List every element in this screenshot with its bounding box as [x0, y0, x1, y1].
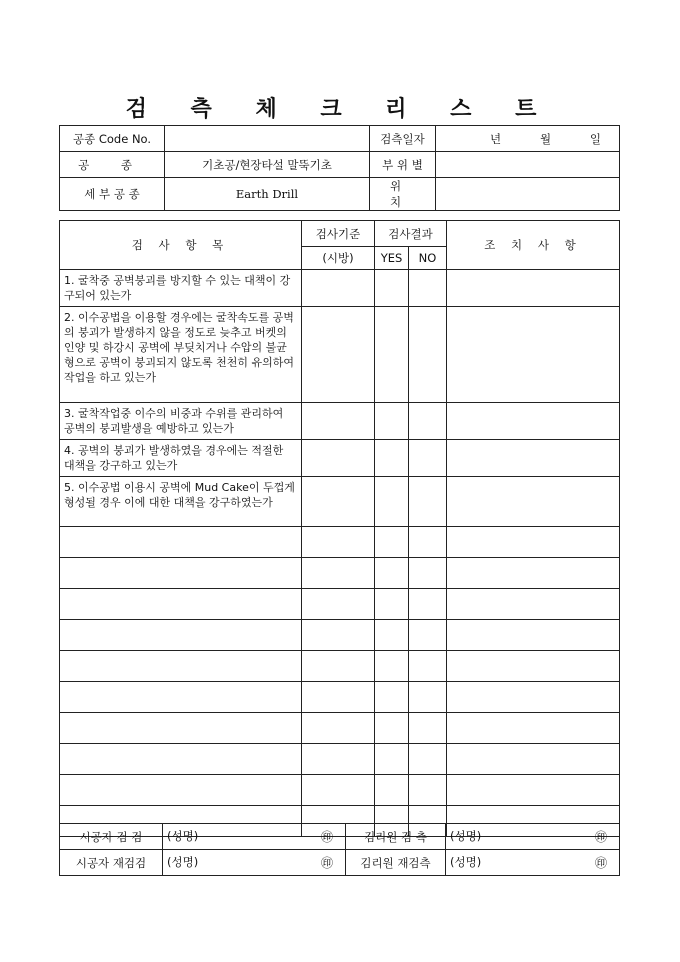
col-criteria-sub: (시방) — [302, 247, 375, 270]
table-row — [60, 403, 620, 440]
table-row — [60, 477, 620, 527]
action-cell[interactable] — [447, 651, 620, 682]
table-row-empty — [60, 620, 620, 651]
work-value[interactable]: 기초공/현장타설 말뚝기초 — [165, 152, 370, 178]
name-placeholder: (성명) — [167, 855, 199, 869]
code-label: 공종 Code No. — [60, 126, 165, 152]
loc-label: 위 치 — [370, 178, 436, 211]
code-value[interactable] — [165, 126, 370, 152]
action-cell[interactable] — [447, 558, 620, 589]
seal-icon: ㊞ — [594, 856, 607, 870]
header-table — [59, 125, 620, 211]
action-cell[interactable] — [447, 713, 620, 744]
criteria-cell[interactable] — [302, 440, 375, 477]
action-cell[interactable] — [447, 620, 620, 651]
supervisor-inspection-sign[interactable] — [446, 824, 620, 850]
table-row-empty — [60, 775, 620, 806]
table-row-empty — [60, 682, 620, 713]
action-cell[interactable] — [447, 589, 620, 620]
no-cell[interactable] — [409, 477, 447, 527]
date-field[interactable] — [436, 126, 620, 152]
action-cell[interactable] — [447, 744, 620, 775]
no-cell[interactable] — [409, 440, 447, 477]
check-item-3: 3. 굴착작업중 이수의 비중과 수위를 관리하여 공벽의 붕괴발생을 예방하고 있는가 — [60, 403, 302, 440]
table-row — [60, 270, 620, 307]
part-label: 부 위 별 — [370, 152, 436, 178]
criteria-cell[interactable] — [302, 744, 375, 775]
yes-cell[interactable] — [375, 270, 409, 307]
check-item-1: 1. 굴착중 공벽붕괴를 방지할 수 있는 대책이 강구되어 있는가 — [60, 270, 302, 307]
no-cell[interactable] — [409, 651, 447, 682]
yes-cell[interactable] — [375, 744, 409, 775]
contractor-reinspection-sign[interactable] — [163, 850, 346, 876]
table-row-empty — [60, 744, 620, 775]
yes-cell[interactable] — [375, 713, 409, 744]
table-row-empty — [60, 651, 620, 682]
date-day: 일 — [589, 131, 601, 146]
action-cell[interactable] — [447, 775, 620, 806]
name-placeholder: (성명) — [450, 829, 482, 843]
no-cell[interactable] — [409, 682, 447, 713]
item-cell[interactable] — [60, 713, 302, 744]
date-month: 월 — [539, 131, 552, 146]
no-cell[interactable] — [409, 713, 447, 744]
criteria-cell[interactable] — [302, 620, 375, 651]
part-value[interactable] — [436, 152, 620, 178]
col-criteria-header: 검사기준 — [302, 221, 375, 247]
item-cell[interactable] — [60, 775, 302, 806]
supervisor-inspection-label: 김리원 검 측 — [346, 824, 446, 850]
item-cell[interactable] — [60, 744, 302, 775]
yes-cell[interactable] — [375, 651, 409, 682]
no-cell[interactable] — [409, 775, 447, 806]
criteria-cell[interactable] — [302, 775, 375, 806]
criteria-cell[interactable] — [302, 713, 375, 744]
item-cell[interactable] — [60, 620, 302, 651]
contractor-reinspection-label: 시공자 재검검 — [60, 850, 163, 876]
yes-cell[interactable] — [375, 477, 409, 527]
table-row — [60, 307, 620, 403]
item-cell[interactable] — [60, 589, 302, 620]
item-cell[interactable] — [60, 527, 302, 558]
seal-icon: ㊞ — [320, 856, 333, 870]
checklist-table — [59, 220, 620, 837]
yes-cell[interactable] — [375, 440, 409, 477]
no-cell[interactable] — [409, 589, 447, 620]
work-label: 공 종 — [60, 152, 165, 178]
yes-cell[interactable] — [375, 682, 409, 713]
table-row-empty — [60, 527, 620, 558]
detail-label: 세 부 공 종 — [60, 178, 165, 211]
table-row — [60, 440, 620, 477]
table-row-empty — [60, 558, 620, 589]
yes-cell[interactable] — [375, 403, 409, 440]
table-row-empty — [60, 713, 620, 744]
name-placeholder: (성명) — [167, 829, 199, 843]
yes-cell[interactable] — [375, 307, 409, 403]
yes-cell[interactable] — [375, 775, 409, 806]
action-cell[interactable] — [447, 307, 620, 403]
contractor-inspection-label: 시공자 검 검 — [60, 824, 163, 850]
loc-value[interactable] — [436, 178, 620, 211]
name-placeholder: (성명) — [450, 855, 482, 869]
col-yes-header: YES — [375, 247, 409, 270]
supervisor-reinspection-label: 김리원 재검측 — [346, 850, 446, 876]
page-title: 검 측 체 크 리 스 트 — [125, 96, 555, 122]
action-cell[interactable] — [447, 403, 620, 440]
no-cell[interactable] — [409, 620, 447, 651]
yes-cell[interactable] — [375, 620, 409, 651]
detail-value[interactable]: Earth Drill — [165, 178, 370, 211]
criteria-cell[interactable] — [302, 403, 375, 440]
check-item-4: 4. 공벽의 붕괴가 발생하였을 경우에는 적절한 대책을 강구하고 있는가 — [60, 440, 302, 477]
criteria-cell[interactable] — [302, 477, 375, 527]
no-cell[interactable] — [409, 744, 447, 775]
contractor-inspection-sign[interactable] — [163, 824, 346, 850]
no-cell[interactable] — [409, 403, 447, 440]
signature-table — [59, 823, 620, 876]
check-item-2: 2. 이수공법을 이용할 경우에는 굴착속도를 공벽의 붕괴가 발생하지 않을 정도로 늦추고 버켓의 인양 및 하강시 공벽에 부딪치거나 수압의 불균형으로 공벽이 붕괴되지 않도록 천천히 유의하여 작업을 하고 있는가 — [60, 307, 302, 403]
check-item-5: 5. 이수공법 이용시 공벽에 Mud Cake이 두껍게 형성될 경우 이에 대한 대책을 강구하였는가 — [60, 477, 302, 527]
criteria-cell[interactable] — [302, 270, 375, 307]
item-cell[interactable] — [60, 682, 302, 713]
col-result-header: 검사결과 — [375, 221, 447, 247]
yes-cell[interactable] — [375, 558, 409, 589]
criteria-cell[interactable] — [302, 307, 375, 403]
action-cell[interactable] — [447, 527, 620, 558]
no-cell[interactable] — [409, 558, 447, 589]
table-row-empty — [60, 589, 620, 620]
no-cell[interactable] — [409, 307, 447, 403]
yes-cell[interactable] — [375, 589, 409, 620]
item-cell[interactable] — [60, 558, 302, 589]
col-no-header: NO — [409, 247, 447, 270]
seal-icon: ㊞ — [320, 830, 333, 844]
criteria-cell[interactable] — [302, 589, 375, 620]
action-cell[interactable] — [447, 270, 620, 307]
no-cell[interactable] — [409, 527, 447, 558]
date-year: 년 — [490, 131, 502, 146]
criteria-cell[interactable] — [302, 682, 375, 713]
seal-icon: ㊞ — [594, 830, 607, 844]
item-cell[interactable] — [60, 651, 302, 682]
action-cell[interactable] — [447, 477, 620, 527]
date-label: 검측일자 — [370, 126, 436, 152]
action-cell[interactable] — [447, 682, 620, 713]
yes-cell[interactable] — [375, 527, 409, 558]
col-items-header: 검 사 항 목 — [60, 221, 302, 270]
col-action-header: 조 치 사 항 — [447, 221, 620, 270]
action-cell[interactable] — [447, 440, 620, 477]
criteria-cell[interactable] — [302, 651, 375, 682]
criteria-cell[interactable] — [302, 558, 375, 589]
supervisor-reinspection-sign[interactable] — [446, 850, 620, 876]
no-cell[interactable] — [409, 270, 447, 307]
criteria-cell[interactable] — [302, 527, 375, 558]
